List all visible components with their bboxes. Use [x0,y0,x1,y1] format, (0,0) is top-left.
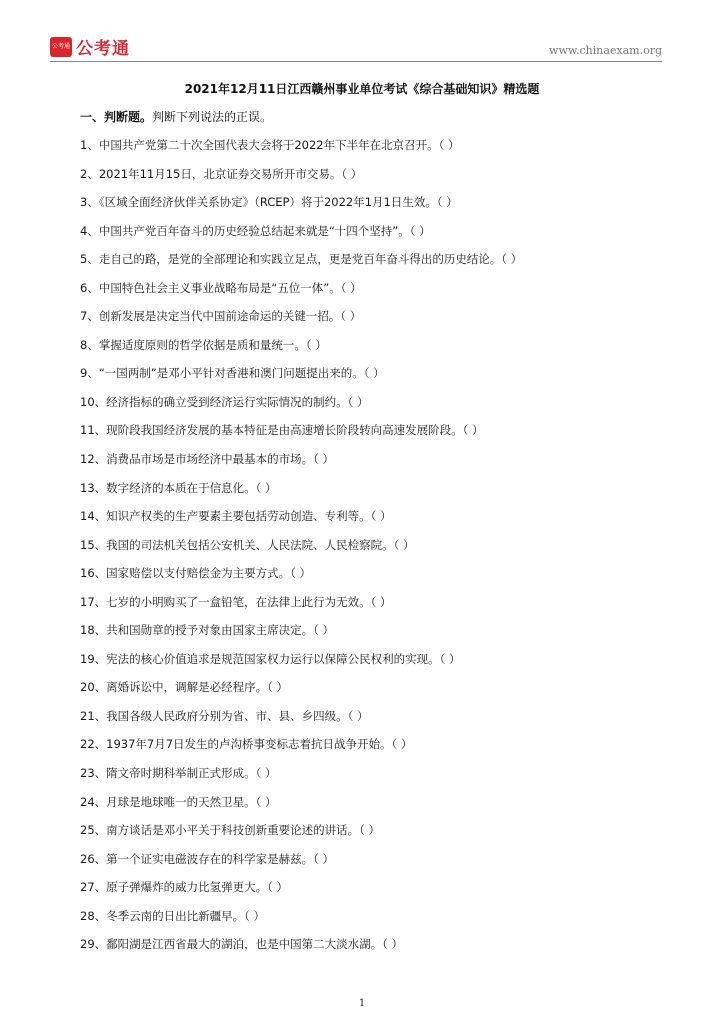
question-item: 12、消费品市场是市场经济中最基本的市场。（ ） [80,452,335,467]
question-item: 1、中国共产党第二十次全国代表大会将于2022年下半年在北京召开。（ ） [80,138,460,152]
question-item: 24、月球是地球唯一的天然卫星。（ ） [80,794,277,809]
question-item: 14、知识产权类的生产要素主要包括劳动创造、专利等。（ ） [80,509,392,524]
question-item: 8、掌握适度原则的哲学依据是质和量统一。（ ） [80,337,327,352]
question-item: 22、1937年7月7日发生的卢沟桥事变标志着抗日战争开始。（ ） [80,737,413,752]
question-item: 21、我国各级人民政府分别为省、市、县、乡四级。（ ） [80,708,369,723]
question-item: 27、原子弹爆炸的威力比氢弹更大。（ ） [80,880,289,895]
section-heading [80,108,272,125]
question-item: 19、宪法的核心价值追求是规范国家权力运行以保障公民权利的实现。（ ） [80,651,461,666]
question-item: 28、冬季云南的日出比新疆早。（ ） [80,908,266,923]
logo-badge: 公考通 [50,37,72,57]
logo-text: 公考通 [76,39,130,59]
question-item: 20、离婚诉讼中，调解是必经程序。（ ） [80,680,289,695]
logo[interactable] [50,34,130,59]
question-list [80,136,680,964]
question-item: 6、中国特色社会主义事业战略布局是“五位一体”。（ ） [80,280,362,295]
site-url[interactable]: www.chinaexam.org [549,44,662,57]
question-item: 10、经济指标的确立受到经济运行实际情况的制约。（ ） [80,394,369,409]
question-item: 29、鄱阳湖是江西省最大的湖泊，也是中国第二大淡水湖。（ ） [80,937,404,952]
question-item: 23、隋文帝时期科举制正式形成。（ ） [80,766,277,781]
question-item: 25、南方谈话是邓小平关于科技创新重要论述的讲话。（ ） [80,823,381,838]
question-item: 18、共和国勋章的授予对象由国家主席决定。（ ） [80,623,335,638]
question-item: 26、第一个证实电磁波存在的科学家是赫兹。（ ） [80,851,335,866]
question-item: 13、数字经济的本质在于信息化。（ ） [80,480,277,495]
question-item: 15、我国的司法机关包括公安机关、人民法院、人民检察院。（ ） [80,537,415,552]
question-item: 11、现阶段我国经济发展的基本特征是由高速增长阶段转向高速发展阶段。（ ） [80,423,484,438]
question-item: 17、七岁的小明购买了一盒铅笔，在法律上此行为无效。（ ） [80,594,392,609]
question-item: 2、2021年11月15日，北京证券交易所开市交易。（ ） [80,166,363,181]
section-heading-instruction: 判断下列说法的正误。 [152,110,273,124]
section-heading-label: 一、判断题。 [80,110,153,124]
page-header [50,30,662,60]
header-divider [50,61,662,62]
question-item: 4、中国共产党百年奋斗的历史经验总结起来就是“十四个坚持”。（ ） [80,223,431,238]
document-title: 2021年12月11日江西赣州事业单位考试《综合基础知识》精选题 [184,82,540,96]
question-item: 3、《区域全面经济伙伴关系协定》（RCEP）将于2022年1月1日生效。（ ） [80,195,458,210]
question-item: 5、走自己的路，是党的全部理论和实践立足点，更是党百年奋斗得出的历史结论。（ ） [80,252,523,267]
question-item: 16、国家赔偿以支付赔偿金为主要方式。（ ） [80,566,312,581]
question-item: 9、“一国两制”是邓小平针对香港和澳门问题提出来的。（ ） [80,366,385,381]
page-number: 1 [358,998,366,1009]
question-item: 7、创新发展是决定当代中国前途命运的关键一招。（ ） [80,309,362,324]
